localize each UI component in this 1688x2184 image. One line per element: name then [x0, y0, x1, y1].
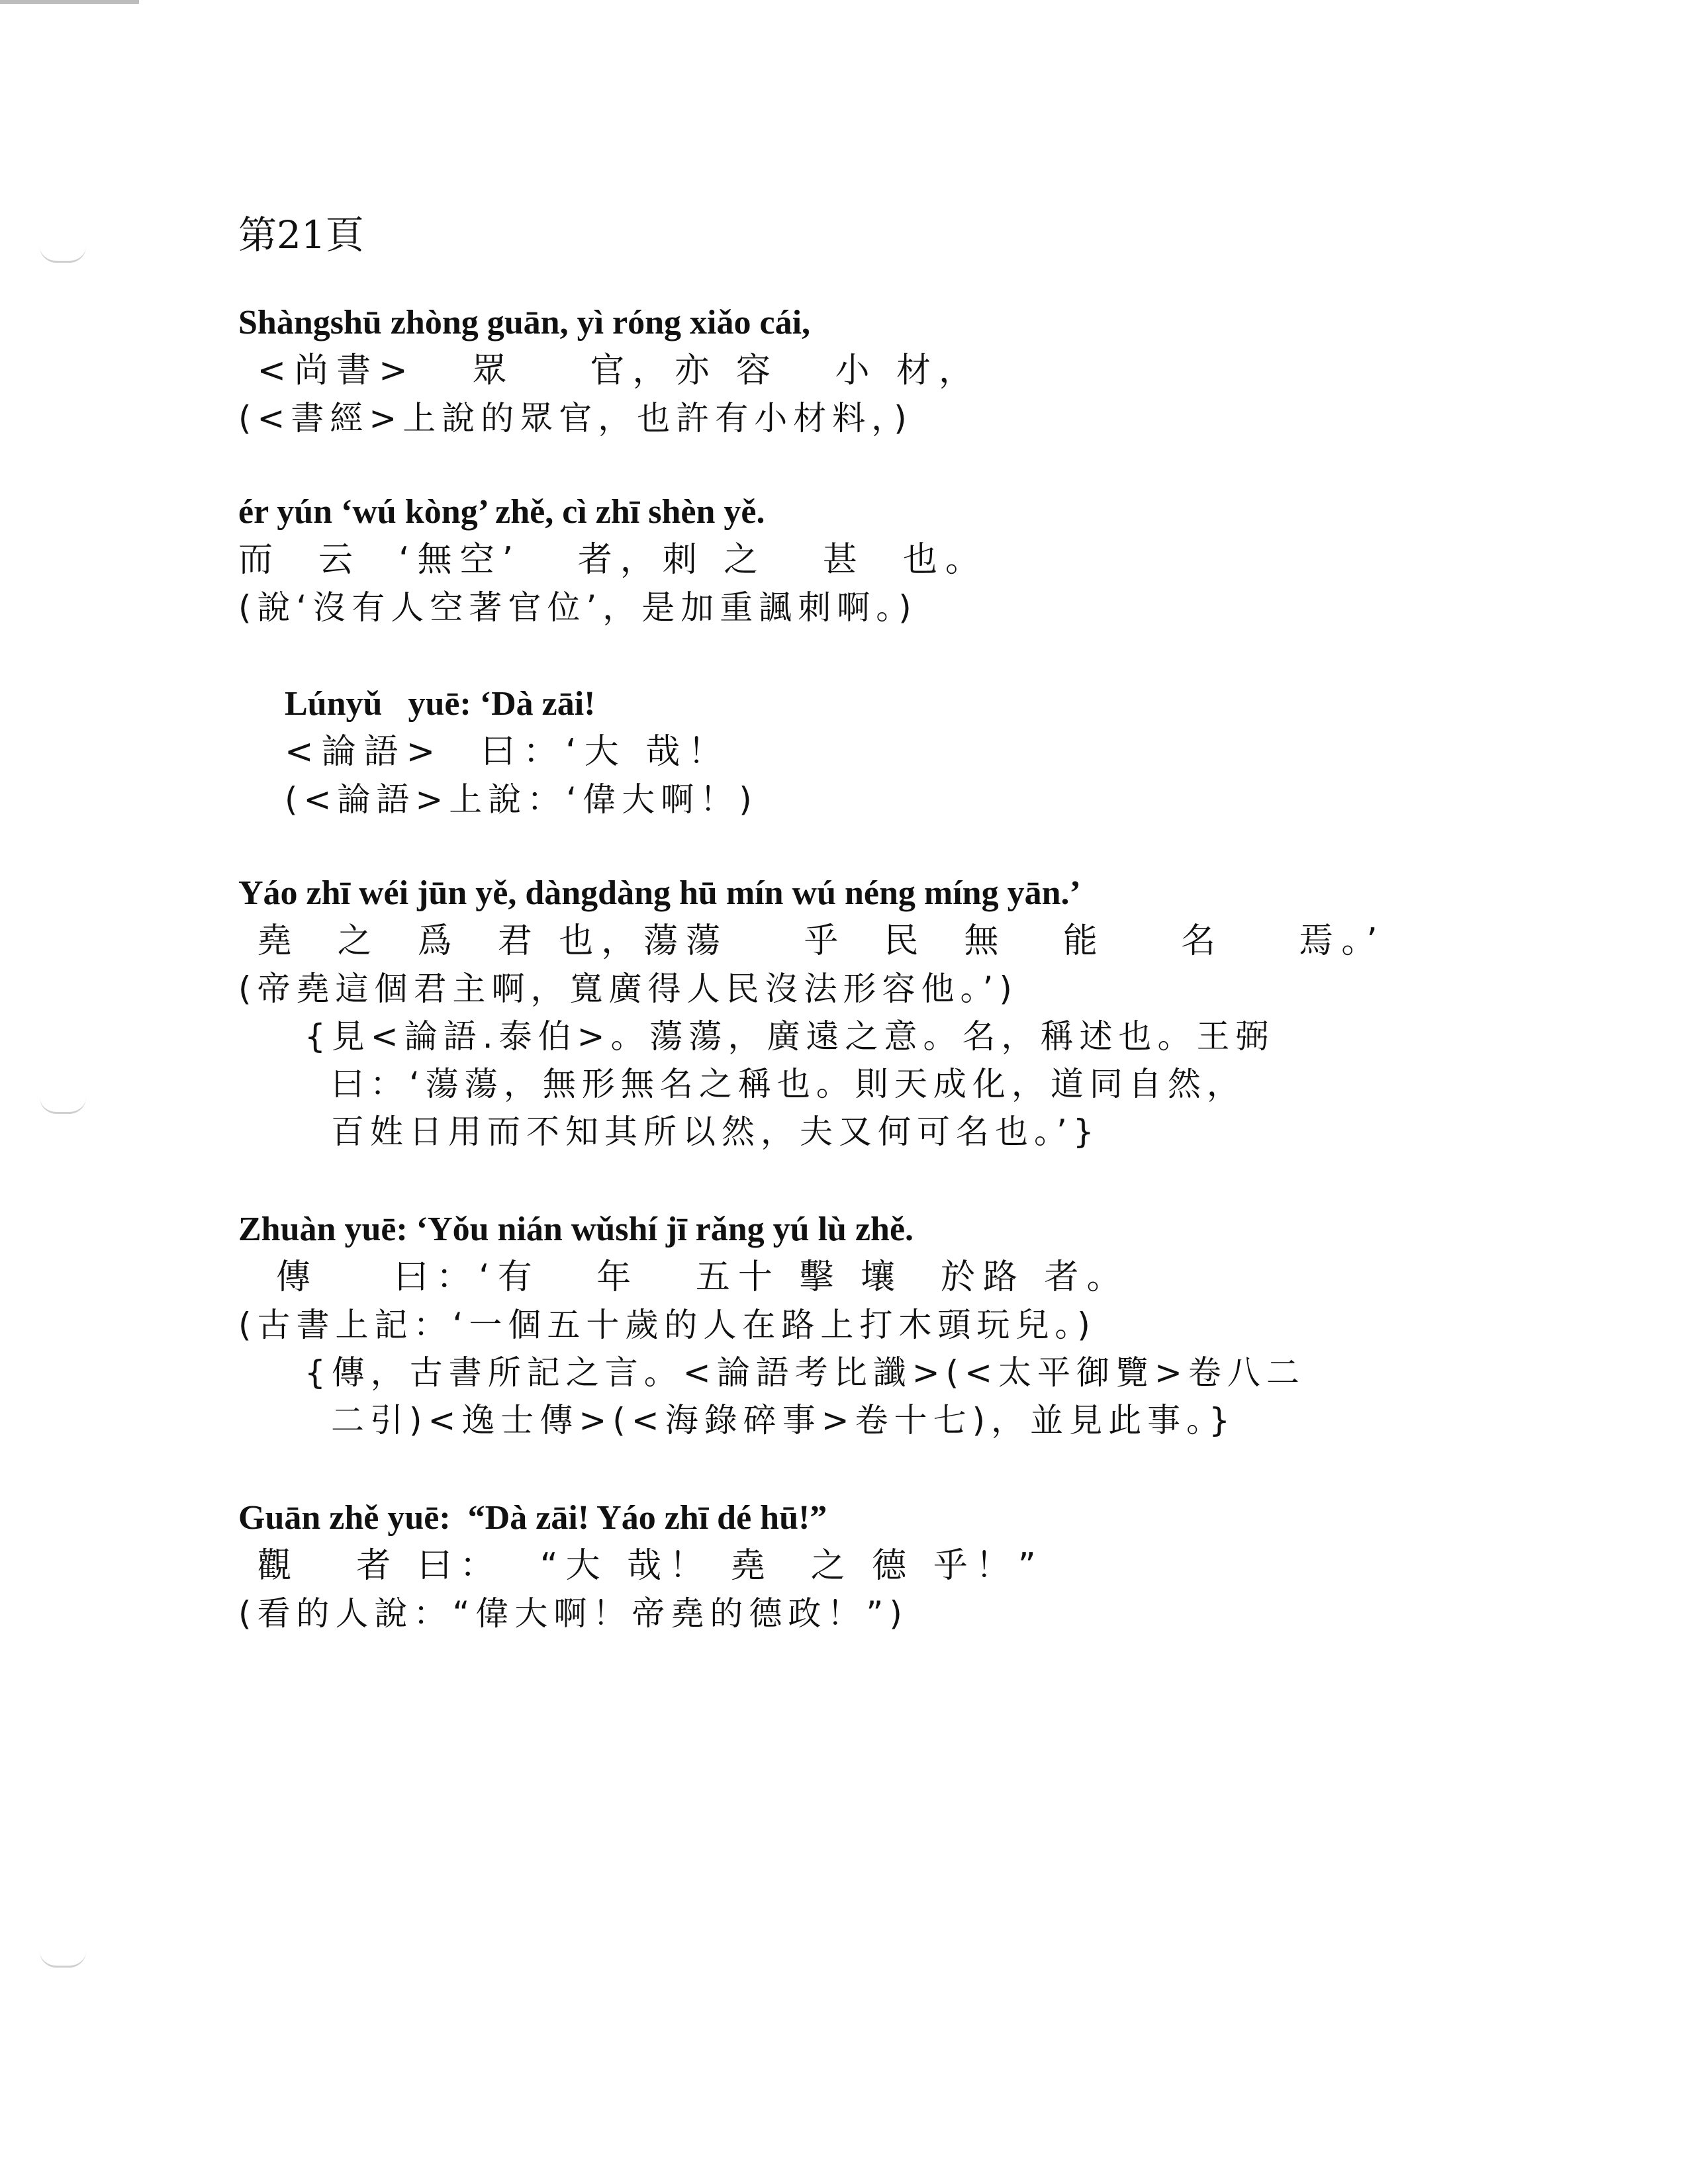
- pinyin-line: Zhuàn yuē: ‘Yǒu nián wǔshí jī rǎng yú lù zhě.: [238, 1210, 914, 1248]
- translation-line: (<書經>上說的眾官，也許有小材料，): [238, 399, 913, 437]
- stanza-6: [238, 1494, 1044, 1637]
- pinyin-line: Yáo zhī wéi jūn yě, dàngdàng hū mín wú néng míng yān.’: [238, 874, 1081, 912]
- stanza-3: [285, 680, 758, 823]
- translation-line: (帝堯這個君主啊，寬廣得人民沒法形容他。’): [238, 970, 1018, 1008]
- stanza-2: [238, 488, 988, 631]
- pinyin-line: Guān zhě yuē: “Dà zāi! Yáo zhī dé hū!”: [238, 1499, 827, 1537]
- stanza-4: [238, 870, 1385, 1156]
- scan-edge-mark: [0, 0, 139, 4]
- hanzi-line: <尚書> 眾 官，亦 容 小 材，: [238, 351, 982, 390]
- commentary-line: 二引)<逸士傳>(<海錄碎事>卷十七)，並見此事。}: [331, 1401, 1236, 1439]
- hanzi-line: 傳 曰：‘有 年 五十 擊 壤 於路 者。: [238, 1257, 1129, 1297]
- punch-hole-mark: [40, 246, 86, 263]
- commentary-line: 百姓日用而不知其所以然，夫又何可名也。’}: [331, 1113, 1100, 1151]
- hanzi-line: 觀 者 曰： “大 哉！ 堯 之 德 乎！”: [238, 1546, 1044, 1586]
- page-number: 第21頁: [238, 212, 364, 257]
- hanzi-line: 而 云 ‘無空’ 者，刺 之 甚 也。: [238, 540, 988, 580]
- hanzi-line: <論語> 曰：‘大 哉！: [285, 732, 731, 772]
- stanza-5: [238, 1206, 1305, 1444]
- translation-line: (古書上記：‘一個五十歲的人在路上打木頭玩兒。): [238, 1306, 1096, 1344]
- pinyin-line: ér yún ‘wú kòng’ zhě, cì zhī shèn yě.: [238, 493, 765, 531]
- commentary-line: {見<論語.泰伯>。蕩蕩，廣遠之意。名，稱述也。王弼: [305, 1017, 1275, 1056]
- commentary-line: {傳，古書所記之言。<論語考比讖>(<太平御覽>卷八二: [305, 1353, 1305, 1392]
- stanza-1: [238, 299, 981, 442]
- pinyin-line: Shàngshū zhòng guān, yì róng xiǎo cái,: [238, 304, 811, 341]
- translation-line: (<論語>上說：‘偉大啊！): [285, 780, 758, 819]
- translation-line: (說‘沒有人空著官位’，是加重諷刺啊。): [238, 588, 917, 627]
- commentary-line: 曰：‘蕩蕩，無形無名之稱也。則天成化，道同自然，: [331, 1065, 1246, 1103]
- punch-hole-mark: [40, 1951, 86, 1968]
- translation-line: (看的人說：“偉大啊！帝堯的德政！”): [238, 1594, 908, 1633]
- hanzi-line: 堯 之 爲 君 也，蕩蕩 乎 民 無 能 名 焉。’: [238, 921, 1385, 961]
- punch-hole-mark: [40, 1097, 86, 1114]
- pinyin-line: Lúnyǔ yuē: ‘Dà zāi!: [285, 685, 596, 723]
